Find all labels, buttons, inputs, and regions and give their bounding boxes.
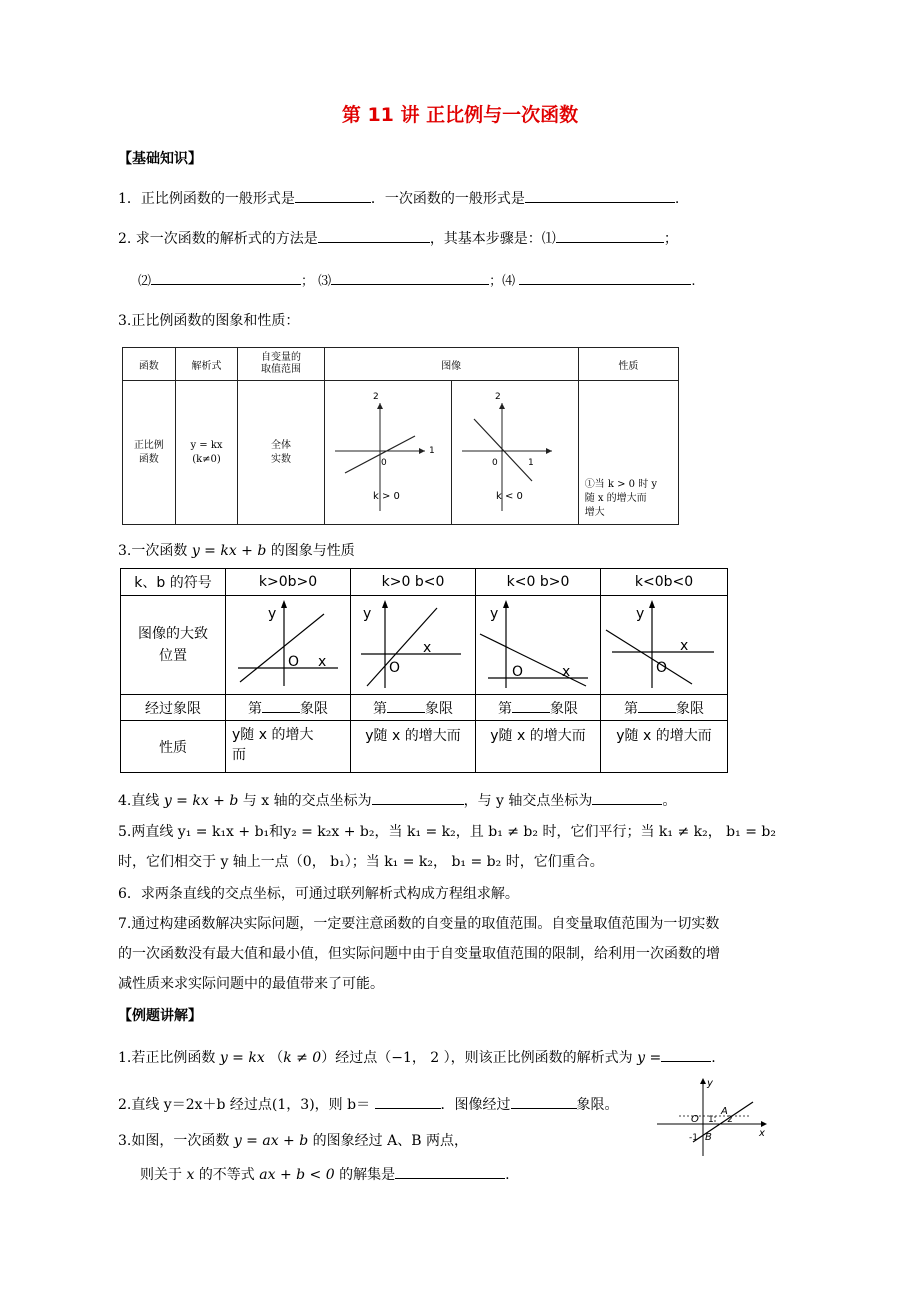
graph-label: k > 0: [372, 491, 400, 502]
row-label-graph: 图像的大致 位置: [121, 596, 226, 695]
x-tick: 1: [527, 458, 534, 468]
graph-label: k < 0: [495, 491, 523, 502]
td-property: ①当 k > 0 时 y 随 x 的增大而 增大: [578, 381, 678, 525]
td-graph-negative: [451, 381, 578, 525]
blank[interactable]: [511, 1094, 577, 1109]
property-cell: y随 x 的增大而: [601, 721, 728, 773]
y-tick: 2: [494, 392, 501, 402]
question-1: 1．正比例函数的一般形式是 ．一次函数的一般形式是 .: [118, 188, 679, 208]
graph-k-positive: [325, 381, 451, 521]
example-3-line1: 3.如图，一次函数 y = ax + b 的图象经过 A、B 两点，: [118, 1133, 468, 1149]
point-b-label: B: [705, 1132, 712, 1143]
example-1: 1.若正比例函数 y = kx （k ≠ 0）经过点（−1， 2 ），则该正比例函数的解析式为 y = .: [118, 1047, 716, 1067]
point-a-label: A: [721, 1106, 728, 1117]
y-label: y: [363, 606, 372, 622]
property-cell: y随 x 的增大而: [476, 721, 601, 773]
th-function: 函数: [123, 348, 176, 381]
section-examples: 【例题讲解】: [118, 1008, 202, 1024]
row-label-quadrant: 经过象限: [121, 695, 226, 721]
x-label: x: [318, 654, 327, 670]
question-7-line2: 的一次函数没有最大值和最小值，但实际问题中由于自变量取值范围的限制，给利用一次函数的增: [118, 946, 720, 962]
y-label: y: [268, 606, 277, 622]
th-property: 性质: [578, 348, 678, 381]
sign-cell: k>0 b<0: [351, 569, 476, 596]
x-tick: 1: [428, 446, 435, 456]
origin-label: O: [288, 654, 300, 670]
question-6: 6．求两条直线的交点坐标，可通过联列解析式构成方程组求解。: [118, 886, 519, 902]
question-5-line2: 时，它们相交于 y 轴上一点（0， b₁）；当 k₁ = k₂， b₁ = b₂ 时，它们重合。: [118, 854, 604, 870]
quadrant-cell: 第 象限: [476, 695, 601, 721]
quadrant-cell: 第 象限: [601, 695, 728, 721]
blank[interactable]: [638, 700, 676, 713]
x-label: x: [423, 640, 432, 656]
graph-k-neg-b-pos: [476, 596, 600, 690]
td-domain: 全体 实数: [238, 381, 324, 525]
origin-label: O: [691, 1114, 699, 1125]
origin-label: O: [512, 664, 524, 680]
question-7-line3: 减性质来求实际问题中的最值带来了可能。: [118, 976, 384, 992]
example-2: 2.直线 y＝2x＋b 经过点(1，3)，则 b＝ ．图像经过 象限。: [118, 1094, 619, 1114]
blank[interactable]: [512, 700, 550, 713]
linear-function-table: [120, 568, 728, 773]
blank[interactable]: [519, 270, 691, 285]
blank[interactable]: [372, 790, 464, 805]
graph-cell: [226, 596, 351, 695]
graph-k-negative: [452, 381, 578, 521]
y-label: y: [490, 606, 499, 622]
row-label-property: 性质: [121, 721, 226, 773]
td-name: 正比例 函数: [123, 381, 176, 525]
origin-label: 0: [491, 458, 498, 468]
example-3-figure: [655, 1074, 771, 1158]
origin-label: 0: [380, 458, 387, 468]
sign-cell: k<0 b>0: [476, 569, 601, 596]
y-tick: 2: [372, 392, 379, 402]
graph-k-neg-b-neg: [602, 596, 726, 690]
sign-cell: k>0b>0: [226, 569, 351, 596]
blank[interactable]: [151, 270, 301, 285]
row-label-sign: k、b 的符号: [121, 569, 226, 596]
blank[interactable]: [592, 790, 662, 805]
tick-1: 1: [708, 1115, 714, 1125]
question-5-line1: 5.两直线 y₁ = k₁x + b₁和y₂ = k₂x + b₂，当 k₁ = k₂，且 b₁ ≠ b₂ 时，它们平行；当 k₁ ≠ k₂， b₁ = b₂: [118, 824, 776, 840]
question-2-steps: ⑵ ； ⑶ ；⑷ .: [138, 270, 695, 289]
graph-cell: [476, 596, 601, 695]
y-label: y: [636, 606, 645, 622]
th-domain: 自变量的 取值范围: [238, 348, 324, 381]
tick-neg1: -1: [689, 1133, 698, 1143]
quadrant-cell: 第 象限: [351, 695, 476, 721]
blank[interactable]: [262, 700, 300, 713]
blank[interactable]: [661, 1047, 711, 1062]
question-2: 2. 求一次函数的解析式的方法是 ，其基本步骤是：⑴ ；: [118, 228, 678, 248]
blank[interactable]: [395, 1164, 505, 1179]
y-label: y: [707, 1078, 713, 1089]
blank[interactable]: [295, 188, 371, 203]
tick-2: 2: [727, 1115, 733, 1125]
graph-k-pos-b-neg: [351, 596, 475, 690]
graph-cell: [351, 596, 476, 695]
blank[interactable]: [556, 228, 664, 243]
sign-cell: k<0b<0: [601, 569, 728, 596]
proportional-function-table: [122, 347, 679, 525]
blank[interactable]: [318, 228, 430, 243]
section-basic-knowledge: 【基础知识】: [118, 151, 202, 167]
th-graph: 图像: [324, 348, 578, 381]
origin-label: O: [656, 660, 668, 676]
question-3a: 3.正比例函数的图象和性质：: [118, 313, 300, 329]
th-formula: 解析式: [175, 348, 238, 381]
td-formula: y = kx (k≠0): [175, 381, 238, 525]
x-label: x: [562, 664, 571, 680]
graph-cell: [601, 596, 728, 695]
td-graph-positive: [324, 381, 451, 525]
origin-label: O: [389, 660, 401, 676]
x-label: x: [759, 1128, 765, 1139]
blank[interactable]: [525, 188, 675, 203]
graph-k-pos-b-pos: [226, 596, 350, 690]
question-3b: 3.一次函数 y = kx + b 的图象与性质: [118, 543, 355, 559]
property-cell: y随 x 的增大 而: [226, 721, 351, 773]
x-label: x: [680, 638, 689, 654]
quadrant-cell: 第 象限: [226, 695, 351, 721]
blank[interactable]: [375, 1094, 441, 1109]
page-title: 第 11 讲 正比例与一次函数: [341, 104, 579, 126]
property-cell: y随 x 的增大而: [351, 721, 476, 773]
blank[interactable]: [331, 270, 489, 285]
blank[interactable]: [387, 700, 425, 713]
example-3-line2: 则关于 x 的不等式 ax + b < 0 的解集是 .: [140, 1164, 510, 1184]
question-7-line1: 7.通过构建函数解决实际问题，一定要注意函数的自变量的取值范围。自变量取值范围为一切实数: [118, 916, 720, 932]
question-4: 4.直线 y = kx + b 与 x 轴的交点坐标为 ，与 y 轴交点坐标为 。: [118, 790, 676, 810]
